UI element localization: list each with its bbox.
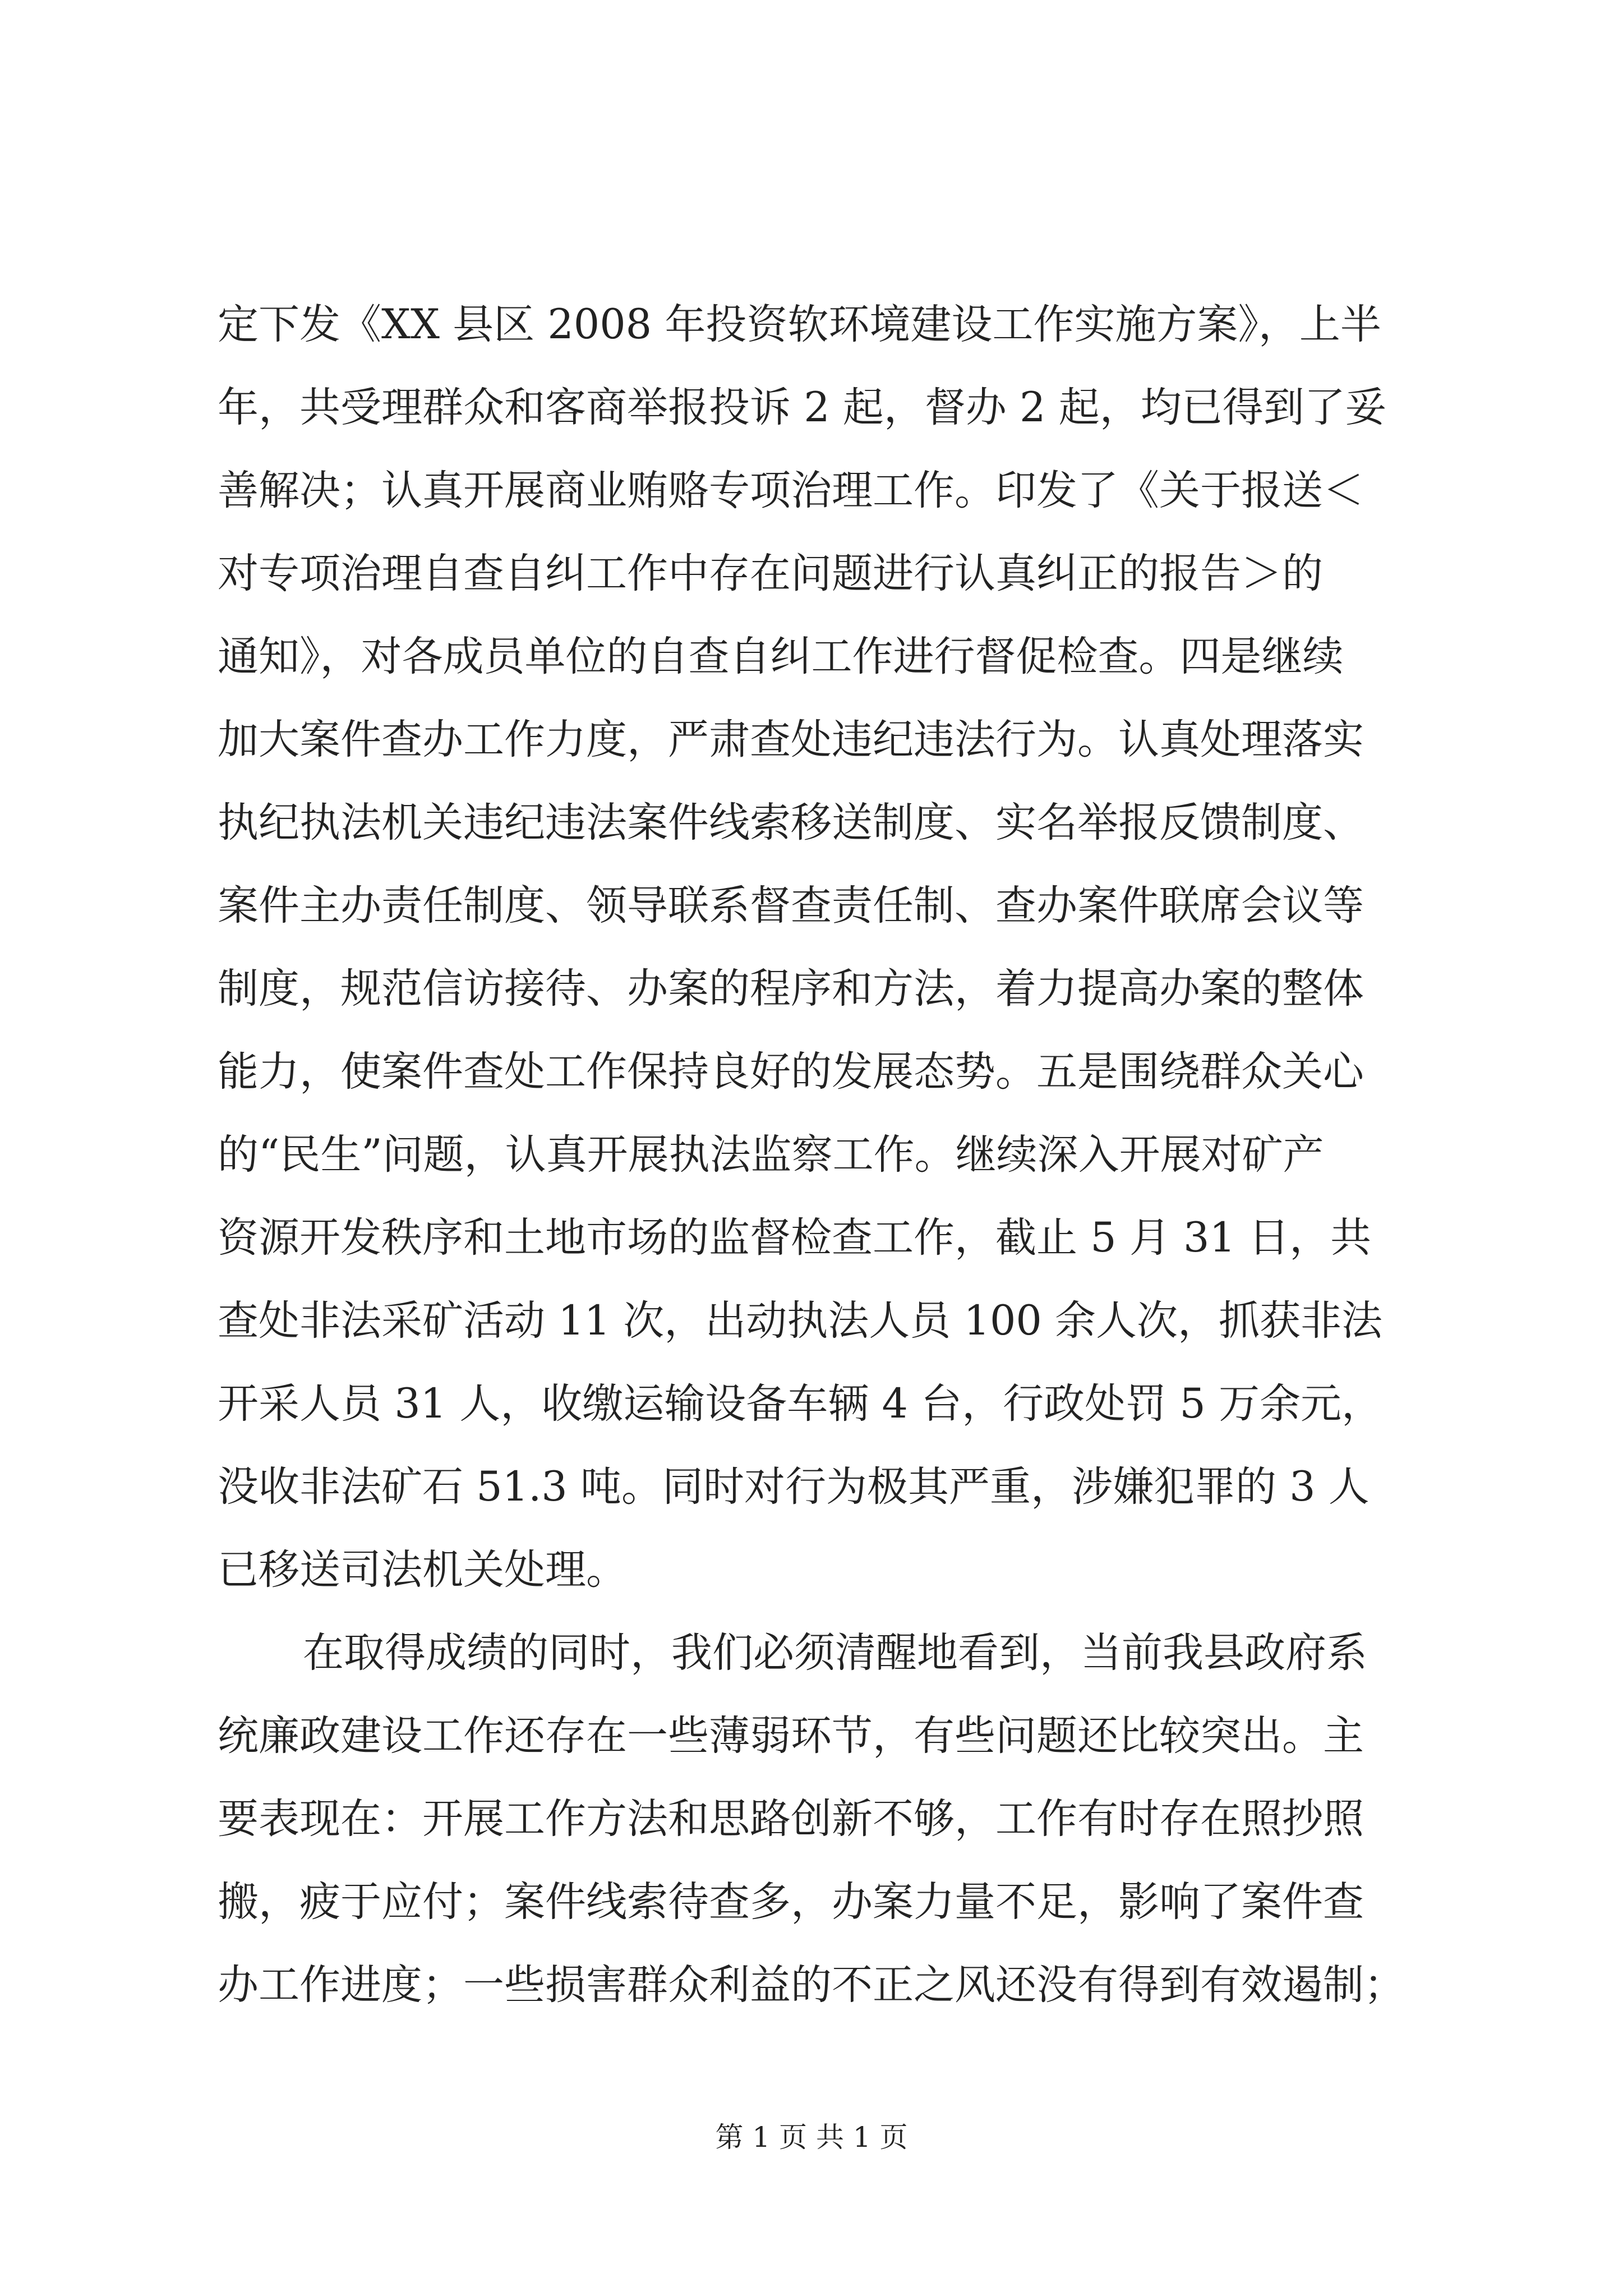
text-line: 已移送司法机关处理。 [218, 1546, 627, 1594]
paragraph-1 [218, 283, 1407, 1612]
text-line: 的“民生”问题，认真开展执法监察工作。继续深入开展对矿产 [218, 1131, 1324, 1179]
text-line: 搬，疲于应付；案件线索待查多，办案力量不足，影响了案件查 [218, 1878, 1364, 1926]
text-line: 对专项治理自查自纠工作中存在问题进行认真纠正的报告＞的 [218, 550, 1323, 597]
text-line: 案件主办责任制度、领导联系督查责任制、查办案件联席会议等 [218, 882, 1364, 930]
text-line: 能力，使案件查处工作保持良好的发展态势。五是围绕群众关心 [218, 1048, 1364, 1096]
text-line: 在取得成绩的同时，我们必须清醒地看到，当前我县政府系 [303, 1629, 1367, 1677]
text-line: 执纪执法机关违纪违法案件线索移送制度、实名举报反馈制度、 [218, 799, 1364, 846]
text-line: 没收非法矿石 51.3 吨。同时对行为极其严重，涉嫌犯罪的 3 人 [218, 1463, 1370, 1511]
text-line: 年，共受理群众和客商举报投诉 2 起，督办 2 起，均已得到了妥 [218, 384, 1386, 431]
document-body [218, 283, 1407, 2027]
text-line: 制度，规范信访接待、办案的程序和方法，着力提高办案的整体 [218, 965, 1364, 1013]
text-line: 加大案件查办工作力度，严肃查处违纪违法行为。认真处理落实 [218, 716, 1364, 763]
text-line: 善解决；认真开展商业贿赂专项治理工作。印发了《关于报送＜ [218, 467, 1364, 514]
text-line: 统廉政建设工作还存在一些薄弱环节，有些问题还比较突出。主 [218, 1712, 1364, 1760]
text-line: 查处非法采矿活动 11 次，出动执法人员 100 余人次，抓获非法 [218, 1297, 1383, 1345]
text-line: 开采人员 31 人，收缴运输设备车辆 4 台，行政处罚 5 万余元， [218, 1380, 1383, 1428]
text-line: 要表现在：开展工作方法和思路创新不够，工作有时存在照抄照 [218, 1795, 1364, 1843]
paragraph-2 [218, 1612, 1407, 2027]
text-line: 资源开发秩序和土地市场的监督检查工作，截止 5 月 31 日，共 [218, 1214, 1372, 1262]
text-line: 办工作进度；一些损害群众利益的不正之风还没有得到有效遏制； [218, 1961, 1405, 2009]
text-line: 通知》，对各成员单位的自查自纠工作进行督促检查。四是继续 [218, 633, 1344, 680]
text-line: 定下发《XX 县区 2008 年投资软环境建设工作实施方案》，上半 [218, 301, 1381, 348]
page-number-footer: 第 1 页 共 1 页 [715, 2121, 908, 2154]
